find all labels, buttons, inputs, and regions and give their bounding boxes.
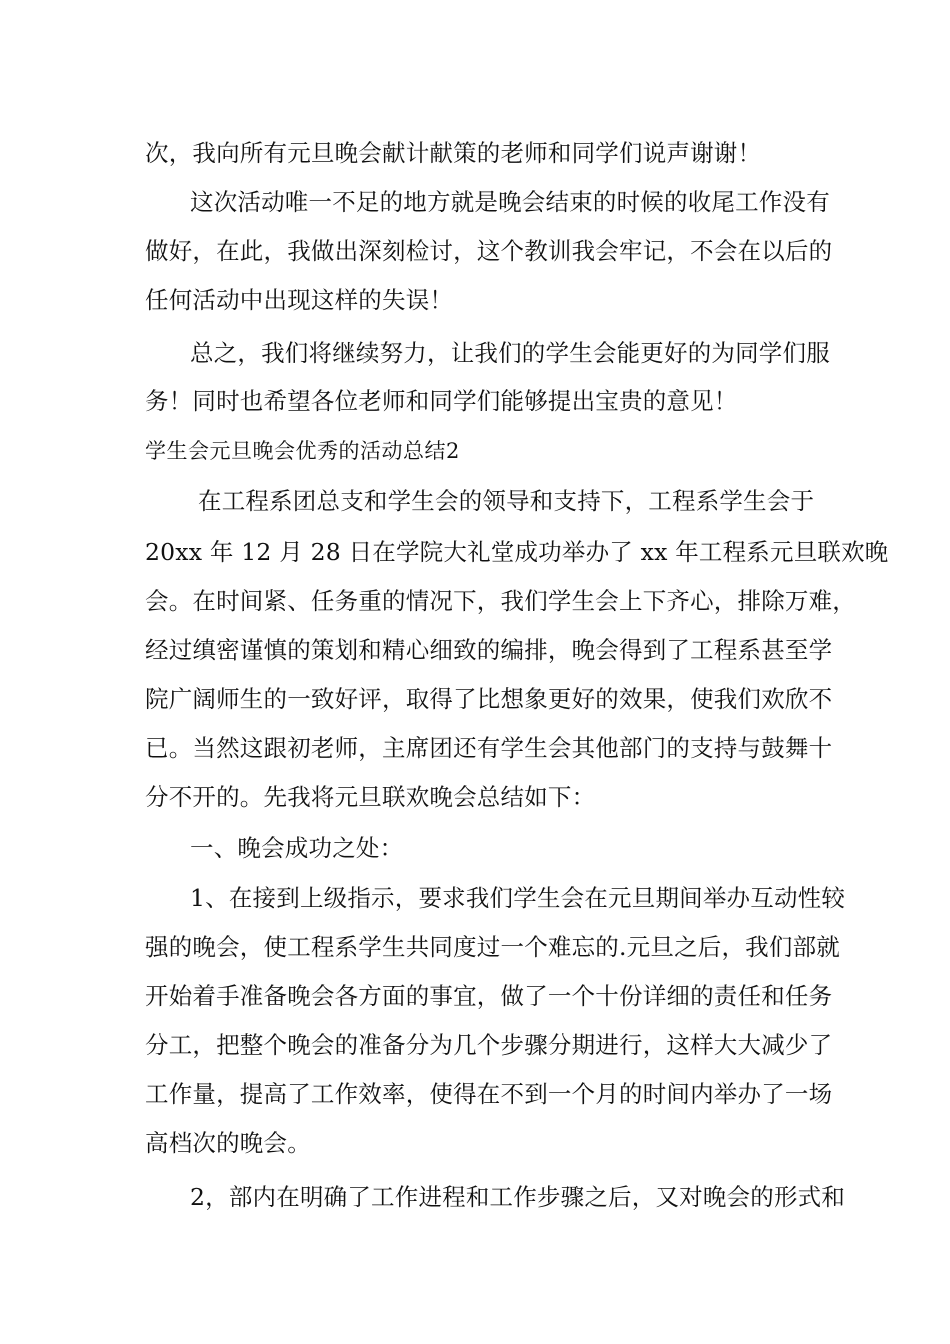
text-line: 分工，把整个晚会的准备分为几个步骤分期进行，这样大大减少了	[145, 1031, 833, 1059]
text-line: 经过缜密谨慎的策划和精心细致的编排，晚会得到了工程系甚至学	[145, 636, 833, 664]
text-line: 次，我向所有元旦晚会献计献策的老师和同学们说声谢谢！	[145, 139, 762, 167]
text-line: 2，部内在明确了工作进程和工作步骤之后，又对晚会的形式和	[190, 1183, 846, 1211]
section-heading: 学生会元旦晚会优秀的活动总结2	[145, 439, 460, 463]
text-line: 这次活动唯一不足的地方就是晚会结束的时候的收尾工作没有	[190, 188, 830, 216]
text-line: 已。当然这跟初老师，主席团还有学生会其他部门的支持与鼓舞十	[145, 734, 833, 762]
text-line: 院广阔师生的一致好评，取得了比想象更好的效果，使我们欢欣不	[145, 685, 833, 713]
text-line: 1、在接到上级指示，要求我们学生会在元旦期间举办互动性较	[190, 884, 846, 912]
text-line: 做好，在此，我做出深刻检讨，这个教训我会牢记，不会在以后的	[145, 237, 833, 265]
text-line: 20xx 年 12 月 28 日在学院大礼堂成功举办了 xx 年工程系元旦联欢晚	[145, 538, 889, 566]
text-line: 高档次的晚会。	[145, 1129, 311, 1157]
text-line: 工作量，提高了工作效率，使得在不到一个月的时间内举办了一场	[145, 1080, 833, 1108]
text-line: 强的晚会，使工程系学生共同度过一个难忘的.元旦之后，我们部就	[145, 933, 840, 961]
text-line: 总之，我们将继续努力，让我们的学生会能更好的为同学们服	[190, 339, 830, 367]
text-line: 分不开的。先我将元旦联欢晚会总结如下：	[145, 783, 596, 811]
text-line: 一、晚会成功之处：	[190, 834, 404, 862]
text-line: 务！同时也希望各位老师和同学们能够提出宝贵的意见！	[145, 387, 738, 415]
text-line: 会。在时间紧、任务重的情况下，我们学生会上下齐心，排除万难，	[145, 587, 856, 615]
text-line: 任何活动中出现这样的失误！	[145, 286, 454, 314]
text-line: 在工程系团总支和学生会的领导和支持下，工程系学生会于	[198, 487, 815, 515]
text-line: 开始着手准备晚会各方面的事宜，做了一个十份详细的责任和任务	[145, 982, 833, 1010]
